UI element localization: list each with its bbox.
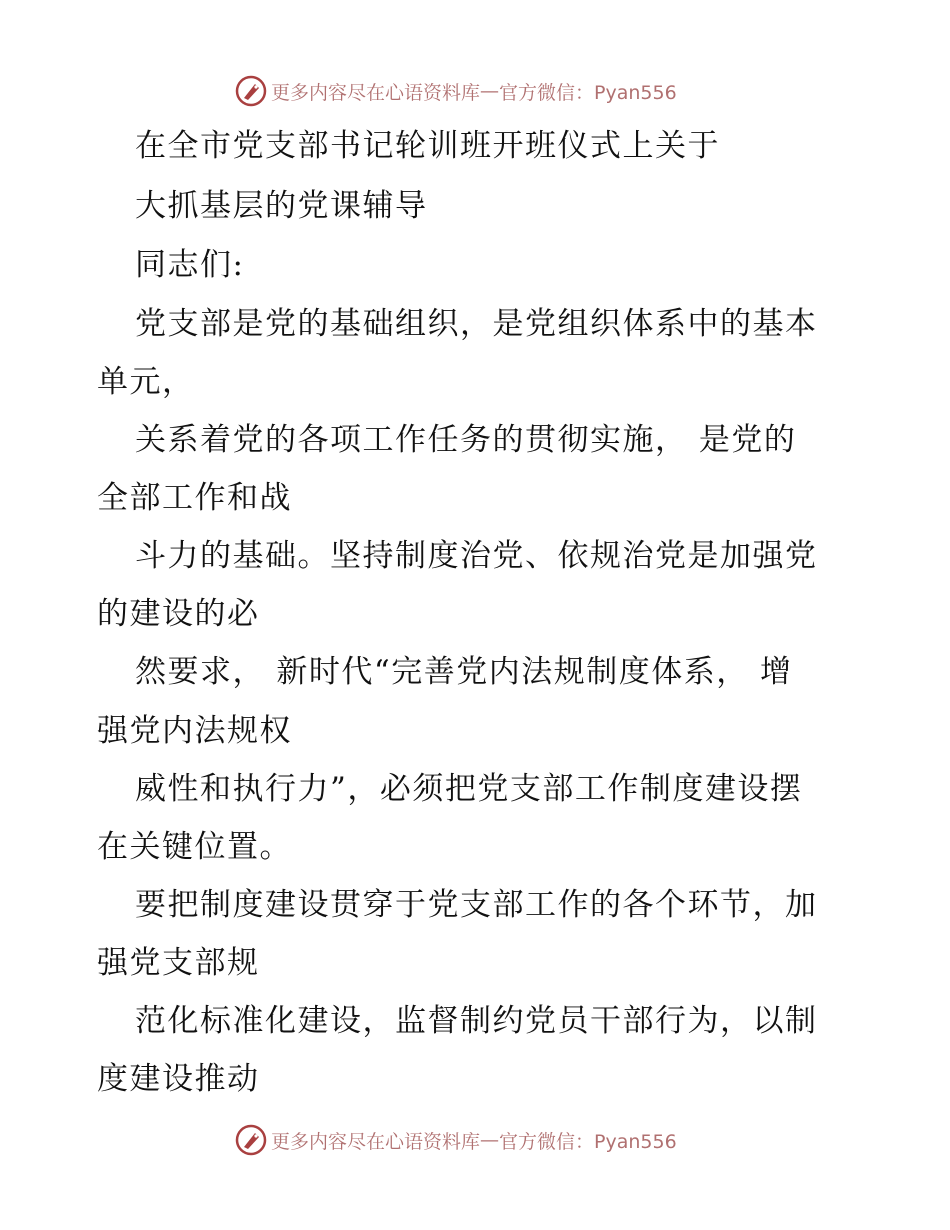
paragraph-line: 要把制度建设贯穿于党支部工作的各个环节，加 [135,887,818,923]
document-title-line-2: 大抓基层的党课辅导 [135,188,428,224]
watermark-separator: — [480,1129,500,1151]
paragraph-line: 强党内法规权 [97,713,292,749]
watermark-wechat: 官方微信：Pyan556 [499,1130,677,1153]
paragraph-line: 在关键位置。 [97,829,292,865]
paragraph-line: 党支部是党的基础组织，是党组织体系中的基本 [135,306,818,342]
paragraph-line: 关系着党的各项工作任务的贯彻实施， 是党的 [135,422,797,458]
watermark-separator: — [480,80,500,102]
paragraph-line: 度建设推动 [97,1061,260,1097]
paragraph-line: 范化标准化建设，监督制约党员干部行为，以制 [135,1003,818,1039]
header-watermark [235,71,677,111]
watermark-text: 更多内容尽在心语资料库 [271,1130,481,1153]
pen-nib-logo-icon [235,1124,267,1156]
footer-watermark [235,1120,677,1160]
watermark-wechat: 官方微信：Pyan556 [499,81,677,104]
paragraph-line: 单元， [97,364,195,400]
paragraph-line: 全部工作和战 [97,480,292,516]
paragraph-line: 威性和执行力”，必须把党支部工作制度建设摆 [135,771,803,807]
pen-nib-logo-icon [235,75,267,107]
paragraph-line: 然要求， 新时代“完善党内法规制度体系， 增 [135,654,793,690]
salutation: 同志们: [135,247,245,283]
document-title-line-1: 在全市党支部书记轮训班开班仪式上关于 [135,128,720,164]
paragraph-line: 斗力的基础。坚持制度治党、依规治党是加强党 [135,538,818,574]
watermark-text: 更多内容尽在心语资料库 [271,81,481,104]
paragraph-line: 的建设的必 [97,596,260,632]
paragraph-line: 强党支部规 [97,945,260,981]
